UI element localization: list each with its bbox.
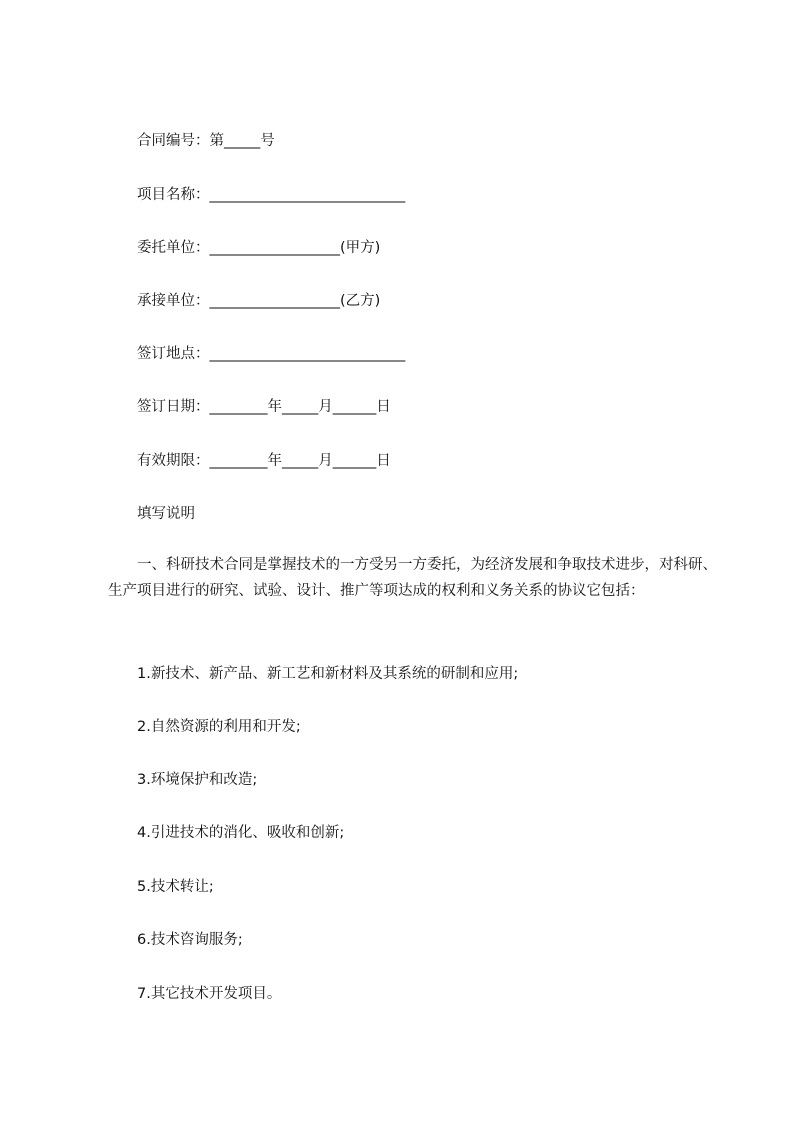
field-contracting-party: 承接单位：__________________(乙方) bbox=[137, 293, 381, 309]
field-commissioning-party: 委托单位：__________________(甲方) bbox=[137, 240, 381, 256]
list-item: 3.环境保护和改造; bbox=[137, 772, 258, 788]
list-item: 2.自然资源的利用和开发; bbox=[137, 719, 301, 735]
field-contract-number: 合同编号：第_____号 bbox=[137, 133, 275, 149]
field-signing-date: 签订日期：________年_____月______日 bbox=[137, 399, 391, 415]
list-item: 6.技术咨询服务; bbox=[137, 932, 243, 948]
list-item: 5.技术转让; bbox=[137, 879, 214, 895]
list-item: 1.新技术、新产品、新工艺和新材料及其系统的研制和应用; bbox=[137, 666, 519, 682]
field-signing-place: 签订地点：___________________________ bbox=[137, 346, 406, 362]
list-item: 4.引进技术的消化、吸收和创新; bbox=[137, 825, 345, 841]
field-validity-period: 有效期限：________年_____月______日 bbox=[137, 453, 391, 469]
instructions-heading: 填写说明 bbox=[137, 506, 195, 522]
field-project-name: 项目名称：___________________________ bbox=[137, 187, 406, 203]
list-item: 7.其它技术开发项目。 bbox=[137, 986, 282, 1002]
instructions-paragraph: 一、科研技术合同是掌握技术的一方受另一方委托，为经济发展和争取技术进步，对科研、生产项目进行的研究、试验、设计、推广等项达成的权利和义务关系的协议它包括： bbox=[108, 557, 717, 599]
